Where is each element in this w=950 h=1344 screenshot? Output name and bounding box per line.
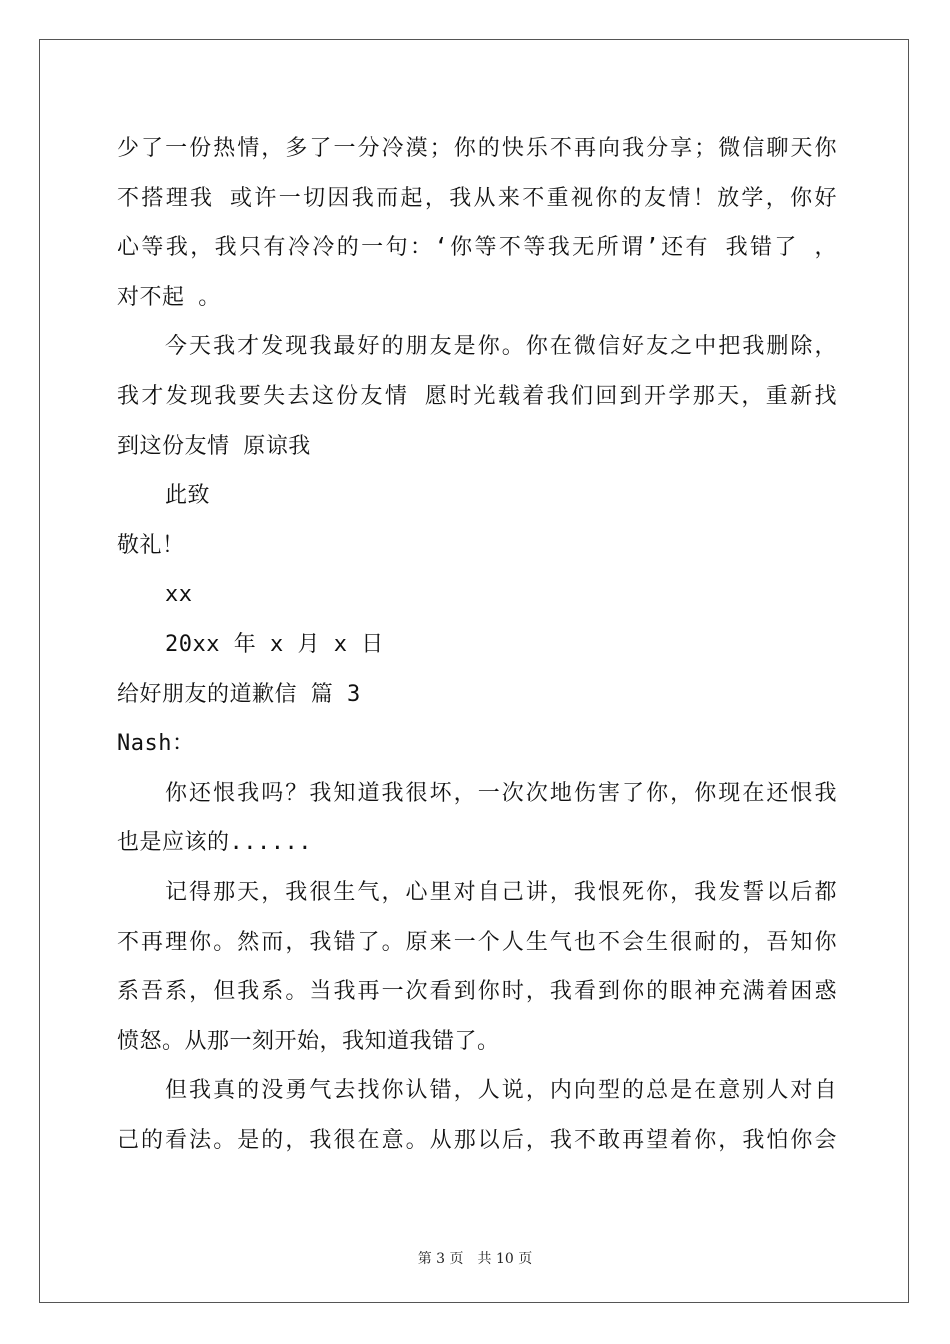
text-line: 记得那天，我很生气，心里对自己讲，我恨死你，我发誓以后都 — [165, 879, 837, 905]
text-line: 但我真的没勇气去找你认错，人说，内向型的总是在意别人对自 — [165, 1078, 837, 1104]
text-line: 愤怒。从那一刻开始，我知道我错了。 — [117, 1028, 500, 1054]
text-line: xx — [165, 582, 193, 608]
text-line: 今天我才发现我最好的朋友是你。你在微信好友之中把我删除， — [165, 334, 837, 360]
text-line: 到这份友情 原谅我 — [117, 433, 311, 459]
text-line: 心等我，我只有冷冷的一句：‘你等不等我无所谓’还有 我错了 ， — [117, 235, 837, 261]
page-total: 共 10 页 — [477, 1251, 533, 1267]
text-line: 系吾系，但我系。当我再一次看到你时，我看到你的眼神充满着困惑 — [117, 979, 837, 1005]
text-line: 也是应该的...... — [117, 830, 312, 856]
text-line: 你还恨我吗？我知道我很坏，一次次地伤害了你，你现在还恨我 — [165, 780, 837, 806]
text-line: 此致 — [165, 483, 211, 509]
text-line: 不搭理我 或许一切因我而起，我从来不重视你的友情！放学，你好 — [117, 185, 837, 211]
page-footer — [0, 1248, 950, 1268]
page-number: 第 3 页 — [417, 1251, 464, 1267]
text-line: 不再理你。然而，我错了。原来一个人生气也不会生很耐的，吾知你 — [117, 929, 837, 955]
text-line: 20xx 年 x 月 x 日 — [165, 631, 384, 657]
text-line: 敬礼！ — [117, 532, 185, 558]
text-line: Nash： — [117, 731, 195, 757]
text-line: 给好朋友的道歉信 篇 3 — [117, 681, 361, 707]
text-line: 少了一份热情，多了一分冷漠；你的快乐不再向我分享；微信聊天你 — [117, 136, 837, 161]
text-line: 己的看法。是的，我很在意。从那以后，我不敢再望着你，我怕你会 — [117, 1127, 837, 1153]
text-line: 对不起 。 — [117, 284, 221, 310]
text-line: 我才发现我要失去这份友情 愿时光载着我们回到开学那天，重新找 — [117, 383, 837, 409]
document-body — [117, 124, 837, 1165]
